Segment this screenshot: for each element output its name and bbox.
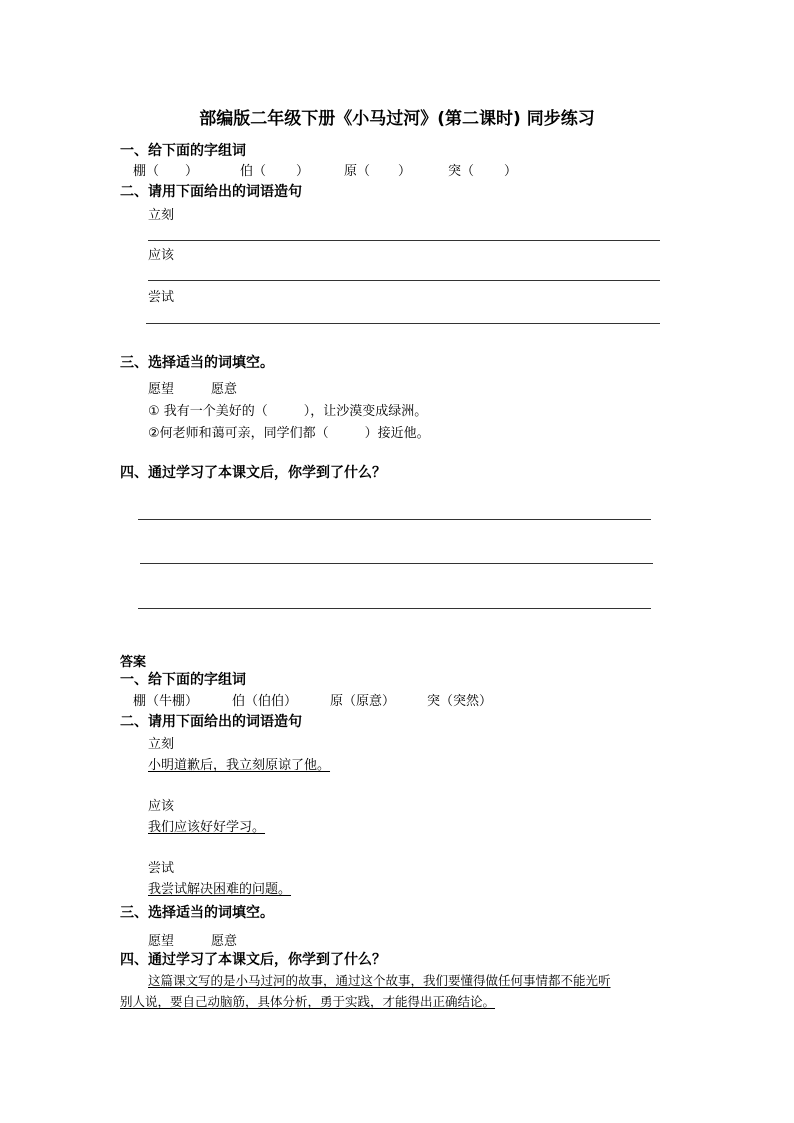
answer-q3-option-1: 愿望 [148,934,175,949]
q4-heading: 四、通过学习了本课文后，你学到了什么？ [120,465,386,481]
answer-q1-heading: 一、给下面的字组词 [120,672,246,688]
q1-item-4: 突（ ） [448,164,518,179]
answer-q4-text-line-1: 这篇课文写的是小马过河的故事，通过这个故事，我们要懂得做任何事情都不能光听 [148,973,611,988]
q1-heading: 一、给下面的字组词 [120,143,246,159]
q2-word-1: 立刻 [148,208,175,223]
answer-q1-item: 伯（伯伯） [232,694,298,709]
q3-option-2: 愿意 [211,382,238,397]
q3-sentence-1: ① 我有一个美好的（ ），让沙漠变成绿洲。 [148,404,428,419]
answer-line[interactable] [140,563,653,564]
answer-q2-sentence-3: 我尝试解决困难的问题。 [148,882,292,897]
q3-option-1: 愿望 [148,382,175,397]
answer-q4-heading: 四、通过学习了本课文后，你学到了什么？ [120,952,386,968]
q3-heading: 三、选择适当的词填空。 [120,355,274,371]
answer-q2-word-3: 尝试 [148,861,175,876]
answer-line[interactable] [146,323,660,324]
answer-q2-word-1: 立刻 [148,737,175,752]
q1-item-3: 原（ ） [344,164,412,179]
answer-q3-option-2: 愿意 [211,934,238,949]
q2-heading: 二、请用下面给出的词语造句 [120,184,302,200]
q1-item-2: 伯（ ） [240,164,310,179]
answer-q1-item: 突（突然） [427,694,493,709]
answer-q3-heading: 三、选择适当的词填空。 [120,905,274,921]
answer-label: 答案 [120,655,147,670]
answer-q2-sentence-2: 我们应该好好学习。 [148,820,266,835]
answer-line[interactable] [148,280,660,281]
answer-q2-sentence-1: 小明道歉后，我立刻原谅了他。 [148,758,331,773]
answer-line[interactable] [138,519,651,520]
q3-sentence-2: ②何老师和蔼可亲，同学们都（ ）接近他。 [148,426,430,441]
answer-q2-heading: 二、请用下面给出的词语造句 [120,714,302,730]
answer-q2-word-2: 应该 [148,799,175,814]
q1-item-1: 棚（ ） [133,164,199,179]
answer-q1-item: 棚（牛棚） [133,694,199,709]
q2-word-3: 尝试 [148,290,175,305]
q2-word-2: 应该 [148,248,175,263]
answer-line[interactable] [148,240,660,241]
answer-q1-item: 原（原意） [330,694,396,709]
page-title: 部编版二年级下册《小马过河》(第二课时) 同步练习 [199,109,595,129]
answer-q4-text-line-2: 别人说，要自己动脑筋，具体分析，勇于实践，才能得出正确结论。 [120,994,496,1009]
answer-line[interactable] [138,608,651,609]
